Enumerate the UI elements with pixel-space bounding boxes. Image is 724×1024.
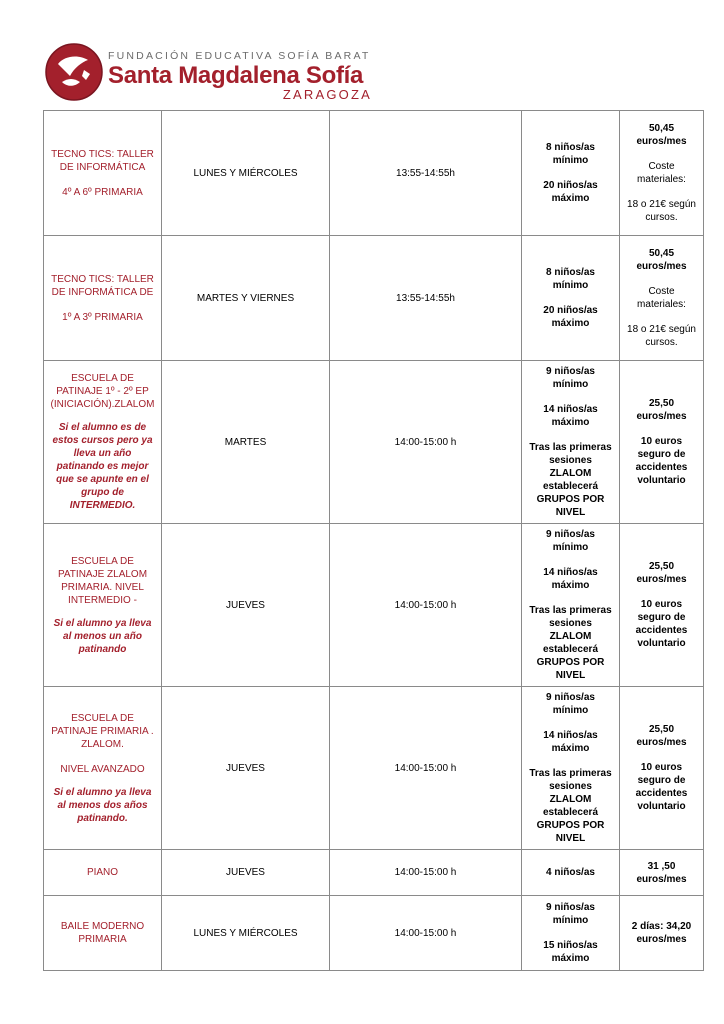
activity-name: BAILE MODERNO PRIMARIA (60, 921, 145, 945)
capacity-cell (522, 896, 620, 971)
activity-name-cell (44, 111, 162, 236)
capacity-cell (522, 850, 620, 896)
price-value: 25,50 euros/mes (636, 561, 687, 585)
capacity-min: 8 niños/as mínimo (546, 267, 595, 291)
activity-note: Si el alumno ya lleva al menos dos años patinando. (53, 786, 152, 824)
activity-note: Si el alumno ya lleva al menos un año patinando (53, 617, 152, 655)
activity-name-cell (44, 236, 162, 361)
time-cell: 14:00-15:00 h (330, 524, 522, 687)
time-cell: 14:00-15:00 h (330, 687, 522, 850)
activity-name-cell (44, 896, 162, 971)
foundation-name: FUNDACIÓN EDUCATIVA SOFÍA BARAT (108, 50, 371, 62)
activity-name: ESCUELA DE PATINAJE 1º - 2º EP (INICIACIÓN).ZLALOM (50, 373, 155, 410)
days-cell: LUNES Y MIÉRCOLES (162, 111, 330, 236)
capacity-max: 15 niños/as máximo (543, 940, 598, 964)
materials-cost: 18 o 21€ según cursos. (627, 324, 696, 348)
time-cell: 14:00-15:00 h (330, 896, 522, 971)
capacity-min: 9 niños/as mínimo (546, 902, 595, 926)
capacity-max: 14 niños/as máximo (543, 730, 598, 754)
time-cell: 13:55-14:55h (330, 111, 522, 236)
activity-name: ESCUELA DE PATINAJE ZLALOM PRIMARIA. NIVEL INTERMEDIO - (57, 555, 148, 606)
price-cell (620, 896, 704, 971)
capacity-cell (522, 236, 620, 361)
days-cell: MARTES (162, 361, 330, 524)
school-name: Santa Magdalena Sofía (108, 62, 364, 89)
activity-course: 1º A 3º PRIMARIA (62, 311, 143, 323)
price-value: 2 días: 34,20 euros/mes (631, 921, 692, 945)
price-value: 31 ,50 euros/mes (636, 860, 687, 885)
activity-name-cell (44, 524, 162, 687)
city-name: ZARAGOZA (282, 87, 372, 102)
foundation-logo-icon (44, 42, 104, 102)
insurance-note: 10 euros seguro de accidentes voluntario (635, 762, 688, 812)
materials-label: Coste materiales: (637, 161, 686, 185)
activity-name-cell (44, 850, 162, 896)
price-value: 25,50 euros/mes (636, 398, 687, 422)
activities-table (43, 110, 704, 971)
capacity-min: 9 niños/as mínimo (546, 692, 595, 716)
price-cell (620, 850, 704, 896)
price-value: 25,50 euros/mes (636, 724, 687, 748)
activity-note: Si el alumno es de estos cursos pero ya lleva un año patinando es mejor que se apunte en el grupo de INTERMEDIO. (52, 422, 153, 511)
insurance-note: 10 euros seguro de accidentes voluntario (635, 436, 688, 486)
days-cell: MARTES Y VIERNES (162, 236, 330, 361)
table-row (44, 236, 704, 361)
capacity-note: Tras las primeras sesiones ZLALOM establecerá GRUPOS POR NIVEL (529, 605, 612, 681)
price-cell (620, 524, 704, 687)
table-row (44, 850, 704, 896)
activity-name-cell (44, 361, 162, 524)
time-cell: 14:00-15:00 h (330, 361, 522, 524)
logo-text (108, 40, 438, 102)
time-cell: 14:00-15:00 h (330, 850, 522, 896)
capacity-cell (522, 111, 620, 236)
table-row (44, 896, 704, 971)
activity-name-cell (44, 687, 162, 850)
capacity-note: Tras las primeras sesiones ZLALOM establecerá GRUPOS POR NIVEL (529, 442, 612, 518)
days-cell: JUEVES (162, 524, 330, 687)
capacity-max: 20 niños/as máximo (543, 305, 598, 329)
price-value: 50,45 euros/mes (636, 123, 687, 147)
activity-name: PIANO (86, 867, 119, 878)
capacity-cell (522, 687, 620, 850)
price-cell (620, 687, 704, 850)
capacity-note: Tras las primeras sesiones ZLALOM establecerá GRUPOS POR NIVEL (529, 768, 612, 844)
table-row (44, 687, 704, 850)
activity-level: NIVEL AVANZADO (60, 763, 145, 775)
days-cell: JUEVES (162, 687, 330, 850)
days-cell: LUNES Y MIÉRCOLES (162, 896, 330, 971)
days-cell: JUEVES (162, 850, 330, 896)
activity-name: ESCUELA DE PATINAJE PRIMARIA . ZLALOM. (51, 712, 154, 750)
table-row (44, 524, 704, 687)
price-cell (620, 236, 704, 361)
capacity-min: 9 niños/as mínimo (546, 366, 595, 390)
price-value: 50,45 euros/mes (636, 248, 687, 272)
table-row (44, 361, 704, 524)
header (44, 40, 444, 104)
capacity-min: 8 niños/as mínimo (546, 142, 595, 166)
insurance-note: 10 euros seguro de accidentes voluntario (635, 599, 688, 649)
capacity-max: 14 niños/as máximo (543, 567, 598, 591)
capacity-min: 4 niños/as (546, 867, 595, 878)
materials-label: Coste materiales: (637, 286, 686, 310)
time-cell: 13:55-14:55h (330, 236, 522, 361)
price-cell (620, 111, 704, 236)
materials-cost: 18 o 21€ según cursos. (627, 199, 696, 223)
capacity-max: 20 niños/as máximo (543, 180, 598, 204)
table-row (44, 111, 704, 236)
capacity-cell (522, 361, 620, 524)
activity-course: 4º A 6º PRIMARIA (62, 186, 143, 198)
capacity-cell (522, 524, 620, 687)
activity-name: TECNO TICS: TALLER DE INFORMÁTICA (51, 148, 154, 173)
price-cell (620, 361, 704, 524)
capacity-min: 9 niños/as mínimo (546, 529, 595, 553)
capacity-max: 14 niños/as máximo (543, 404, 598, 428)
activity-name: TECNO TICS: TALLER DE INFORMÁTICA DE (51, 273, 154, 298)
